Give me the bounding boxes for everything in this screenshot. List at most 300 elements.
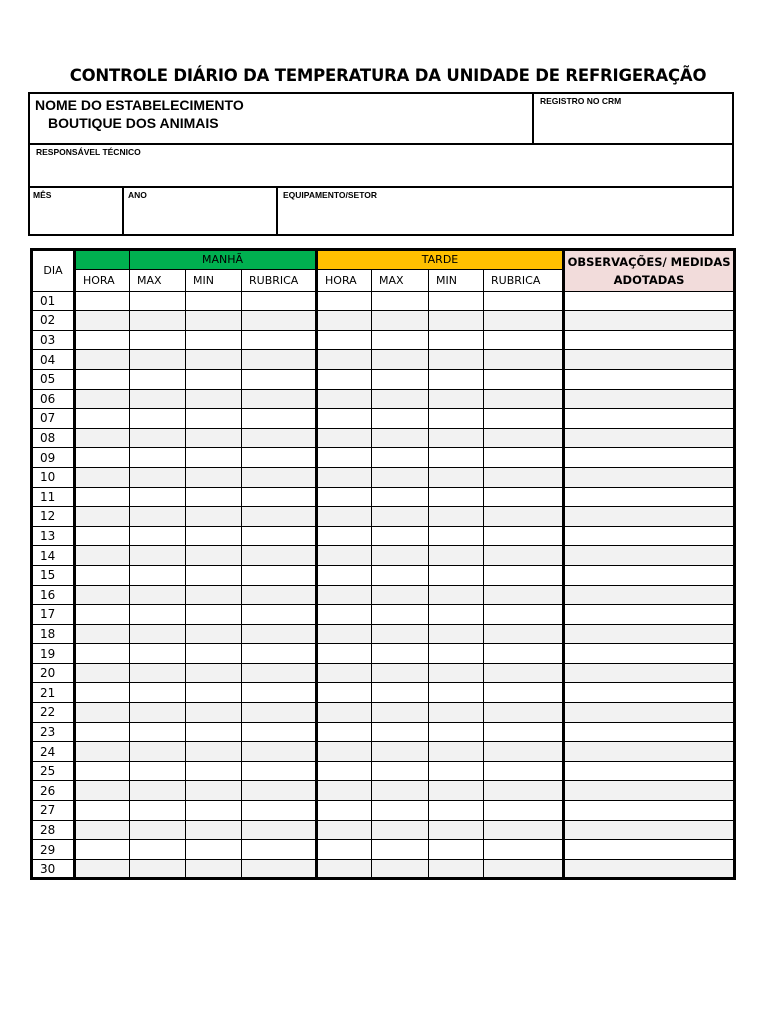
afternoon-rubrica-cell[interactable] [484,409,564,429]
afternoon-rubrica-cell[interactable] [484,840,564,860]
morning-hora-cell[interactable] [75,546,130,566]
morning-hora-cell[interactable] [75,801,130,821]
morning-hora-cell[interactable] [75,369,130,389]
afternoon-max-cell[interactable] [372,409,429,429]
afternoon-hora-cell[interactable] [317,526,372,546]
afternoon-max-cell[interactable] [372,507,429,527]
afternoon-min-cell[interactable] [429,722,484,742]
afternoon-rubrica-cell[interactable] [484,605,564,625]
morning-min-cell[interactable] [186,507,242,527]
morning-hora-cell[interactable] [75,585,130,605]
afternoon-rubrica-cell[interactable] [484,291,564,311]
morning-hora-cell[interactable] [75,683,130,703]
morning-rubrica-cell[interactable] [242,565,317,585]
observations-cell[interactable] [564,624,735,644]
morning-rubrica-cell[interactable] [242,585,317,605]
observations-cell[interactable] [564,409,735,429]
afternoon-max-cell[interactable] [372,624,429,644]
afternoon-max-cell[interactable] [372,369,429,389]
morning-hora-cell[interactable] [75,781,130,801]
afternoon-hora-cell[interactable] [317,742,372,762]
afternoon-rubrica-cell[interactable] [484,801,564,821]
afternoon-min-cell[interactable] [429,624,484,644]
morning-hora-cell[interactable] [75,624,130,644]
observations-cell[interactable] [564,507,735,527]
morning-max-cell[interactable] [130,644,186,664]
morning-min-cell[interactable] [186,448,242,468]
morning-max-cell[interactable] [130,722,186,742]
morning-min-cell[interactable] [186,624,242,644]
afternoon-min-cell[interactable] [429,389,484,409]
afternoon-max-cell[interactable] [372,487,429,507]
morning-rubrica-cell[interactable] [242,722,317,742]
afternoon-hora-cell[interactable] [317,781,372,801]
observations-cell[interactable] [564,428,735,448]
morning-max-cell[interactable] [130,369,186,389]
afternoon-hora-cell[interactable] [317,565,372,585]
afternoon-hora-cell[interactable] [317,585,372,605]
afternoon-min-cell[interactable] [429,311,484,331]
establishment-value[interactable]: BOUTIQUE DOS ANIMAIS [48,115,219,131]
afternoon-hora-cell[interactable] [317,389,372,409]
afternoon-max-cell[interactable] [372,565,429,585]
morning-max-cell[interactable] [130,507,186,527]
morning-max-cell[interactable] [130,801,186,821]
day-header: DIA [32,250,75,292]
equipment-label: EQUIPAMENTO/SETOR [283,190,377,200]
table-row [32,350,735,370]
day-number: 05 [32,369,75,389]
afternoon-rubrica-cell[interactable] [484,820,564,840]
morning-max-cell[interactable] [130,409,186,429]
morning-min-cell[interactable] [186,467,242,487]
morning-max-cell[interactable] [130,546,186,566]
morning-hora-cell[interactable] [75,448,130,468]
day-number: 22 [32,703,75,723]
morning-max-cell[interactable] [130,840,186,860]
observations-cell[interactable] [564,761,735,781]
morning-min-cell[interactable] [186,585,242,605]
morning-min-cell[interactable] [186,487,242,507]
morning-rubrica-cell[interactable] [242,546,317,566]
observations-cell[interactable] [564,546,735,566]
afternoon-min-cell[interactable] [429,448,484,468]
afternoon-hora-cell[interactable] [317,448,372,468]
table-row [32,291,735,311]
afternoon-rubrica-cell[interactable] [484,448,564,468]
morning-rubrica-cell[interactable] [242,840,317,860]
observations-cell[interactable] [564,820,735,840]
afternoon-min-cell[interactable] [429,291,484,311]
afternoon-hora-cell[interactable] [317,546,372,566]
afternoon-max-cell[interactable] [372,585,429,605]
afternoon-max-cell[interactable] [372,703,429,723]
afternoon-rubrica-cell[interactable] [484,330,564,350]
afternoon-hora-cell[interactable] [317,291,372,311]
afternoon-min-cell[interactable] [429,801,484,821]
morning-hora-cell[interactable] [75,389,130,409]
table-row [32,605,735,625]
morning-rubrica-cell[interactable] [242,683,317,703]
morning-max-cell[interactable] [130,389,186,409]
afternoon-rubrica-cell[interactable] [484,311,564,331]
morning-hora-cell[interactable] [75,330,130,350]
morning-hora-cell[interactable] [75,526,130,546]
morning-rubrica-cell[interactable] [242,526,317,546]
table-row [32,781,735,801]
afternoon-max-cell[interactable] [372,781,429,801]
day-number: 04 [32,350,75,370]
afternoon-max-cell[interactable] [372,350,429,370]
afternoon-rubrica-cell[interactable] [484,781,564,801]
morning-max-cell[interactable] [130,859,186,879]
observations-cell[interactable] [564,859,735,879]
morning-max-cell[interactable] [130,761,186,781]
morning-hora-cell[interactable] [75,761,130,781]
afternoon-min-cell[interactable] [429,409,484,429]
afternoon-min-cell[interactable] [429,487,484,507]
morning-max-cell[interactable] [130,605,186,625]
morning-max-cell[interactable] [130,565,186,585]
morning-hora-cell[interactable] [75,428,130,448]
afternoon-hora-cell[interactable] [317,703,372,723]
afternoon-max-cell[interactable] [372,859,429,879]
day-number: 17 [32,605,75,625]
morning-rubrica-cell[interactable] [242,467,317,487]
observations-cell[interactable] [564,565,735,585]
morning-rubrica-cell[interactable] [242,624,317,644]
afternoon-max-cell[interactable] [372,820,429,840]
afternoon-min-cell[interactable] [429,369,484,389]
afternoon-rubrica-cell[interactable] [484,507,564,527]
afternoon-min-cell[interactable] [429,742,484,762]
afternoon-hora-cell[interactable] [317,722,372,742]
morning-hora-header: HORA [75,269,130,291]
morning-rubrica-cell[interactable] [242,428,317,448]
observations-cell[interactable] [564,801,735,821]
day-number: 28 [32,820,75,840]
afternoon-hora-cell[interactable] [317,859,372,879]
morning-max-cell[interactable] [130,448,186,468]
day-number: 08 [32,428,75,448]
observations-cell[interactable] [564,781,735,801]
afternoon-rubrica-cell[interactable] [484,663,564,683]
morning-hora-cell[interactable] [75,565,130,585]
afternoon-hora-cell[interactable] [317,840,372,860]
morning-max-cell[interactable] [130,487,186,507]
morning-max-cell[interactable] [130,428,186,448]
afternoon-hora-cell[interactable] [317,428,372,448]
afternoon-max-cell[interactable] [372,840,429,860]
morning-max-cell[interactable] [130,624,186,644]
morning-min-cell[interactable] [186,840,242,860]
morning-max-cell[interactable] [130,330,186,350]
morning-rubrica-cell[interactable] [242,369,317,389]
afternoon-hora-cell[interactable] [317,409,372,429]
divider [30,143,732,145]
morning-hora-cell[interactable] [75,722,130,742]
afternoon-hora-cell[interactable] [317,663,372,683]
morning-max-cell[interactable] [130,526,186,546]
day-number: 14 [32,546,75,566]
afternoon-rubrica-cell[interactable] [484,624,564,644]
afternoon-hora-cell[interactable] [317,624,372,644]
afternoon-min-cell[interactable] [429,820,484,840]
morning-rubrica-cell[interactable] [242,389,317,409]
afternoon-max-cell[interactable] [372,291,429,311]
afternoon-min-cell[interactable] [429,605,484,625]
morning-min-cell[interactable] [186,605,242,625]
afternoon-min-cell[interactable] [429,644,484,664]
header-form [28,92,734,236]
afternoon-rubrica-cell[interactable] [484,683,564,703]
morning-rubrica-cell[interactable] [242,605,317,625]
observations-cell[interactable] [564,467,735,487]
afternoon-hora-cell[interactable] [317,330,372,350]
observations-cell[interactable] [564,487,735,507]
observations-cell[interactable] [564,350,735,370]
morning-min-cell[interactable] [186,801,242,821]
afternoon-rubrica-cell[interactable] [484,428,564,448]
afternoon-hora-cell[interactable] [317,644,372,664]
divider [30,186,732,188]
observations-cell[interactable] [564,389,735,409]
day-number: 30 [32,859,75,879]
afternoon-hora-cell[interactable] [317,311,372,331]
morning-hora-cell[interactable] [75,663,130,683]
morning-rubrica-cell[interactable] [242,742,317,762]
afternoon-rubrica-cell[interactable] [484,526,564,546]
morning-min-cell[interactable] [186,781,242,801]
morning-min-cell[interactable] [186,409,242,429]
observations-cell[interactable] [564,605,735,625]
morning-hora-cell[interactable] [75,605,130,625]
morning-min-cell[interactable] [186,389,242,409]
morning-min-cell[interactable] [186,644,242,664]
morning-min-cell[interactable] [186,330,242,350]
observations-cell[interactable] [564,703,735,723]
morning-max-cell[interactable] [130,311,186,331]
morning-min-cell[interactable] [186,350,242,370]
observations-cell[interactable] [564,840,735,860]
morning-hora-cell[interactable] [75,644,130,664]
afternoon-rubrica-cell[interactable] [484,565,564,585]
morning-rubrica-cell[interactable] [242,507,317,527]
afternoon-rubrica-cell[interactable] [484,644,564,664]
afternoon-max-cell[interactable] [372,428,429,448]
morning-min-cell[interactable] [186,565,242,585]
morning-min-cell[interactable] [186,859,242,879]
morning-hora-cell[interactable] [75,291,130,311]
afternoon-min-cell[interactable] [429,663,484,683]
afternoon-min-cell[interactable] [429,840,484,860]
morning-min-cell[interactable] [186,369,242,389]
afternoon-rubrica-cell[interactable] [484,761,564,781]
afternoon-max-cell[interactable] [372,389,429,409]
afternoon-min-cell[interactable] [429,565,484,585]
afternoon-max-header: MAX [372,269,429,291]
morning-min-cell[interactable] [186,663,242,683]
table-row [32,369,735,389]
afternoon-rubrica-cell[interactable] [484,487,564,507]
morning-max-cell[interactable] [130,585,186,605]
morning-rubrica-cell[interactable] [242,859,317,879]
morning-rubrica-cell[interactable] [242,801,317,821]
technician-label: RESPONSÁVEL TÉCNICO [36,147,141,157]
afternoon-min-cell[interactable] [429,703,484,723]
observations-cell[interactable] [564,291,735,311]
morning-min-cell[interactable] [186,761,242,781]
morning-max-cell[interactable] [130,350,186,370]
afternoon-rubrica-cell[interactable] [484,585,564,605]
morning-rubrica-cell[interactable] [242,663,317,683]
afternoon-hora-cell[interactable] [317,369,372,389]
afternoon-min-cell[interactable] [429,761,484,781]
afternoon-min-cell[interactable] [429,507,484,527]
observations-cell[interactable] [564,722,735,742]
table-row [32,585,735,605]
afternoon-min-cell[interactable] [429,428,484,448]
afternoon-min-cell[interactable] [429,859,484,879]
morning-hora-cell[interactable] [75,820,130,840]
afternoon-max-cell[interactable] [372,526,429,546]
afternoon-hora-cell[interactable] [317,801,372,821]
afternoon-rubrica-cell[interactable] [484,859,564,879]
afternoon-min-cell[interactable] [429,350,484,370]
morning-hora-cell[interactable] [75,507,130,527]
afternoon-hora-cell[interactable] [317,467,372,487]
afternoon-rubrica-cell[interactable] [484,369,564,389]
morning-max-cell[interactable] [130,467,186,487]
day-number: 07 [32,409,75,429]
morning-rubrica-cell[interactable] [242,330,317,350]
morning-hora-cell[interactable] [75,742,130,762]
morning-max-cell[interactable] [130,663,186,683]
afternoon-hora-cell[interactable] [317,605,372,625]
morning-rubrica-cell[interactable] [242,409,317,429]
morning-min-cell[interactable] [186,722,242,742]
morning-rubrica-cell[interactable] [242,350,317,370]
afternoon-min-cell[interactable] [429,526,484,546]
morning-min-cell[interactable] [186,820,242,840]
observations-cell[interactable] [564,311,735,331]
morning-hora-cell[interactable] [75,311,130,331]
day-number: 20 [32,663,75,683]
afternoon-rubrica-cell[interactable] [484,389,564,409]
afternoon-max-cell[interactable] [372,330,429,350]
afternoon-hora-cell[interactable] [317,487,372,507]
afternoon-max-cell[interactable] [372,546,429,566]
afternoon-min-cell[interactable] [429,467,484,487]
afternoon-rubrica-cell[interactable] [484,742,564,762]
morning-min-cell[interactable] [186,742,242,762]
morning-max-cell[interactable] [130,703,186,723]
observations-cell[interactable] [564,683,735,703]
afternoon-hora-cell[interactable] [317,683,372,703]
afternoon-hora-cell[interactable] [317,761,372,781]
afternoon-max-cell[interactable] [372,448,429,468]
morning-max-cell[interactable] [130,742,186,762]
morning-rubrica-cell[interactable] [242,311,317,331]
afternoon-max-cell[interactable] [372,663,429,683]
morning-rubrica-cell[interactable] [242,487,317,507]
afternoon-max-cell[interactable] [372,644,429,664]
morning-hora-cell[interactable] [75,409,130,429]
morning-max-cell[interactable] [130,683,186,703]
afternoon-rubrica-cell[interactable] [484,703,564,723]
morning-hora-cell[interactable] [75,350,130,370]
afternoon-max-cell[interactable] [372,311,429,331]
morning-max-cell[interactable] [130,291,186,311]
morning-min-cell[interactable] [186,703,242,723]
day-number: 16 [32,585,75,605]
observations-cell[interactable] [564,663,735,683]
day-number: 24 [32,742,75,762]
afternoon-min-cell[interactable] [429,546,484,566]
observations-cell[interactable] [564,448,735,468]
observations-cell[interactable] [564,585,735,605]
afternoon-hora-cell[interactable] [317,507,372,527]
morning-hora-cell[interactable] [75,703,130,723]
morning-hora-cell[interactable] [75,840,130,860]
morning-min-cell[interactable] [186,428,242,448]
afternoon-hora-cell[interactable] [317,350,372,370]
afternoon-hora-cell[interactable] [317,820,372,840]
morning-hora-cell[interactable] [75,487,130,507]
afternoon-rubrica-cell[interactable] [484,546,564,566]
afternoon-max-cell[interactable] [372,605,429,625]
morning-min-cell[interactable] [186,526,242,546]
morning-hora-cell[interactable] [75,467,130,487]
afternoon-max-cell[interactable] [372,742,429,762]
morning-min-cell[interactable] [186,311,242,331]
morning-max-cell[interactable] [130,781,186,801]
morning-hora-cell[interactable] [75,859,130,879]
observations-cell[interactable] [564,330,735,350]
day-number: 01 [32,291,75,311]
morning-rubrica-cell[interactable] [242,291,317,311]
observations-cell[interactable] [564,644,735,664]
afternoon-min-cell[interactable] [429,781,484,801]
afternoon-min-cell[interactable] [429,585,484,605]
morning-rubrica-cell[interactable] [242,703,317,723]
morning-rubrica-cell[interactable] [242,781,317,801]
morning-min-cell[interactable] [186,546,242,566]
afternoon-max-cell[interactable] [372,467,429,487]
morning-rubrica-cell[interactable] [242,761,317,781]
afternoon-max-cell[interactable] [372,761,429,781]
morning-rubrica-header: RUBRICA [242,269,317,291]
day-number: 29 [32,840,75,860]
observations-cell[interactable] [564,742,735,762]
morning-rubrica-cell[interactable] [242,448,317,468]
afternoon-min-cell[interactable] [429,330,484,350]
morning-rubrica-cell[interactable] [242,820,317,840]
afternoon-rubrica-cell[interactable] [484,467,564,487]
afternoon-rubrica-cell[interactable] [484,350,564,370]
afternoon-max-cell[interactable] [372,801,429,821]
morning-min-cell[interactable] [186,291,242,311]
afternoon-min-cell[interactable] [429,683,484,703]
morning-rubrica-cell[interactable] [242,644,317,664]
observations-cell[interactable] [564,369,735,389]
observations-cell[interactable] [564,526,735,546]
afternoon-rubrica-cell[interactable] [484,722,564,742]
morning-min-cell[interactable] [186,683,242,703]
afternoon-max-cell[interactable] [372,683,429,703]
morning-max-cell[interactable] [130,820,186,840]
afternoon-max-cell[interactable] [372,722,429,742]
